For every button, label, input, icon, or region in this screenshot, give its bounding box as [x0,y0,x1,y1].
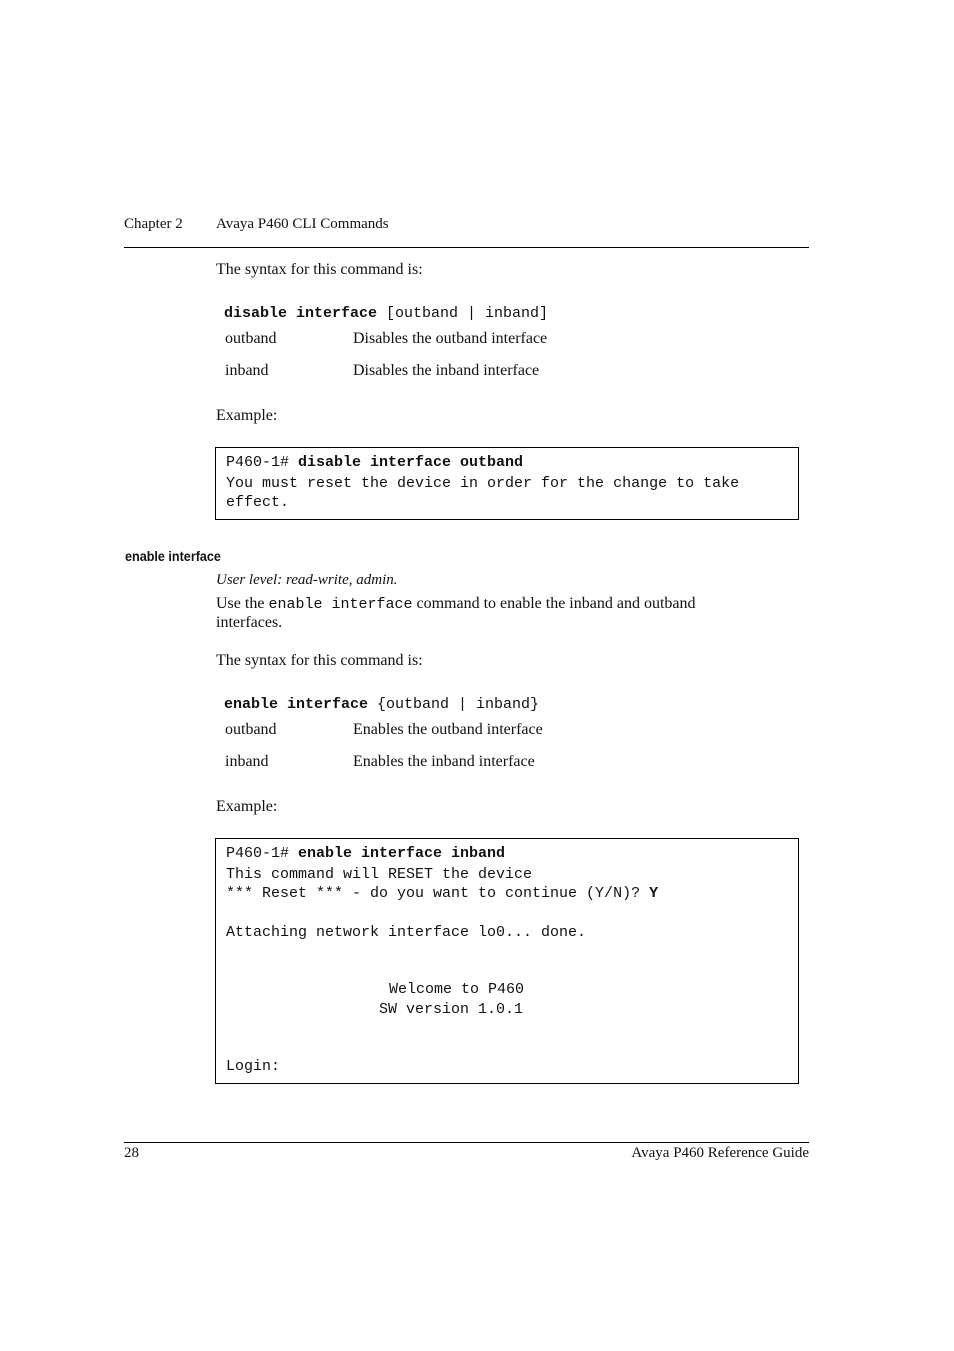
description-line2: interfaces. [216,614,283,631]
syntax-line [216,677,539,713]
param-name: outband [225,721,277,738]
param-name: inband [225,362,269,379]
code-output-line: You must reset the device in order for the change to take [226,475,740,492]
page-number: 28 [124,1145,139,1161]
header-title: Avaya P460 CLI Commands [216,216,389,232]
description-command: enable interface [268,596,413,613]
param-name: outband [225,330,277,347]
cli-command: disable interface outband [298,454,524,471]
syntax-intro: The syntax for this command is: [216,261,423,278]
header-rule [124,247,809,248]
code-output-line: SW version 1.0.1 [379,1001,524,1018]
description-suffix: command to enable the inband and outband [412,595,696,612]
code-output-line [226,884,658,904]
param-description: Enables the outband interface [353,721,543,738]
confirm-answer: Y [649,885,659,902]
syntax-command: enable interface [224,696,369,713]
code-output-line: Attaching network interface lo0... done. [226,924,587,941]
cli-prompt: P460-1# [226,845,299,862]
param-description: Disables the outband interface [353,330,548,347]
code-example-box [215,838,799,1084]
code-output-line: effect. [226,494,290,511]
footer-rule [124,1142,809,1143]
syntax-intro: The syntax for this command is: [216,652,423,669]
example-label: Example: [216,798,278,815]
syntax-command: disable interface [224,305,378,322]
code-output-line: Welcome to P460 [389,981,525,998]
code-example-box [215,447,799,520]
example-label: Example: [216,407,278,424]
description-prefix: Use the [216,595,269,612]
param-description: Disables the inband interface [353,362,540,379]
param-name: inband [225,753,269,770]
syntax-line [216,286,548,322]
section-heading: enable interface [125,548,221,564]
description [216,595,696,613]
header-chapter: Chapter 2 [124,216,183,232]
cli-command: enable interface inband [298,845,506,862]
confirm-prompt: *** Reset *** - do you want to continue (Y/N)? [226,885,650,902]
code-line [226,844,505,864]
code-output-line: Login: [226,1058,281,1075]
cli-prompt: P460-1# [226,454,299,471]
syntax-args: {outband | inband} [368,696,540,713]
user-level: User level: read-write, admin. [216,572,398,588]
param-description: Enables the inband interface [353,753,535,770]
footer-title: Avaya P460 Reference Guide [631,1145,809,1161]
code-output-line: This command will RESET the device [226,866,533,883]
code-line [226,453,523,473]
syntax-args: [outband | inband] [377,305,549,322]
